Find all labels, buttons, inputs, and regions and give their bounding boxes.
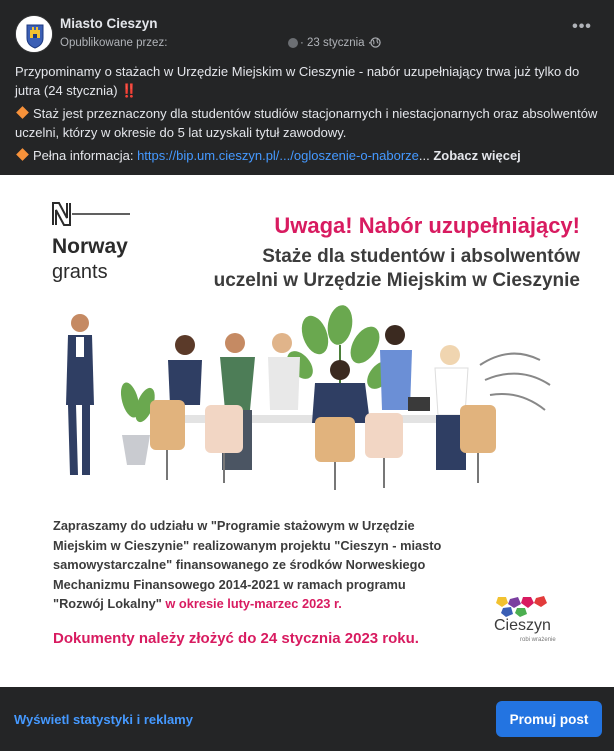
boost-post-button[interactable]: Promuj post bbox=[496, 701, 602, 737]
description-line-1: Zapraszamy do udziału w "Programie stażowym w Urzędzie bbox=[53, 518, 415, 533]
post-image[interactable] bbox=[0, 175, 614, 687]
grants-wordmark: grants bbox=[52, 261, 108, 283]
post-date[interactable]: · 23 stycznia · bbox=[300, 37, 372, 49]
description-line-5: "Rozwój Lokalny" w okresie luty-marzec 2023 r. bbox=[53, 596, 342, 611]
globe-icon bbox=[370, 37, 381, 48]
avatar[interactable] bbox=[15, 15, 53, 53]
orange-diamond-icon bbox=[16, 106, 29, 119]
headline-alert: Uwaga! Nabór uzupełniający! bbox=[274, 213, 580, 238]
description-line-3: samowystarczalne" finansowanego ze środków Norweskiego bbox=[53, 557, 426, 572]
view-insights-link[interactable]: Wyświetl statystyki i reklamy bbox=[14, 712, 193, 727]
deadline-text: Dokumenty należy złożyć do 24 stycznia 2023 roku. bbox=[53, 630, 419, 647]
headline-subtitle-line-1: Staże dla studentów i absolwentów bbox=[262, 246, 580, 267]
coat-of-arms-icon bbox=[16, 16, 53, 53]
program-description bbox=[53, 516, 473, 614]
post-paragraph-3: Pełna informacja: https://bip.um.cieszyn.pl/.../ogloszenie-o-naborze... Zobacz więcej bbox=[15, 147, 605, 166]
more-options-icon[interactable]: ••• bbox=[572, 18, 592, 35]
post-paragraph-2: Staż jest przeznaczony dla studentów studiów stacjonarnych i niestacjonarnych oraz absolwentów uczelni, którzy w okresie do 5 lat uzyskali tytuł zawodowy. bbox=[15, 106, 598, 140]
post-link[interactable]: https://bip.um.cieszyn.pl/.../ogloszenie-o-naborze bbox=[137, 148, 419, 163]
published-by-label: Opublikowane przez: bbox=[60, 37, 168, 49]
publisher-avatar-icon bbox=[288, 38, 298, 48]
headline-subtitle bbox=[150, 245, 580, 293]
see-more-link[interactable]: Zobacz więcej bbox=[433, 148, 521, 163]
post-text bbox=[15, 63, 605, 171]
post-footer bbox=[0, 687, 614, 751]
office-team-illustration bbox=[50, 305, 570, 505]
post-header bbox=[0, 0, 614, 60]
post-paragraph-1: Przypominamy o stażach w Urzędzie Miejskim w Cieszynie - nabór uzupełniający trwa już tylko do jutra (24 stycznia) ‼️ bbox=[15, 64, 580, 98]
norway-wordmark: Norway bbox=[52, 235, 128, 258]
page-name[interactable]: Miasto Cieszyn bbox=[60, 16, 158, 31]
cieszyn-tagline: robi wrażenie bbox=[520, 637, 556, 643]
description-line-2: Miejskim w Cieszynie" realizowanym projektu "Cieszyn - miasto bbox=[53, 537, 442, 553]
double-exclamation-icon: ‼️ bbox=[121, 82, 138, 98]
post-meta bbox=[60, 37, 390, 51]
headline-subtitle-line-2: uczelni w Urzędzie Miejskim w Cieszynie bbox=[213, 270, 580, 291]
cieszyn-wordmark: Cieszyn bbox=[494, 617, 551, 634]
orange-diamond-icon bbox=[16, 148, 29, 161]
description-line-4: Mechanizmu Finansowego 2014-2021 w ramach programu bbox=[53, 576, 406, 592]
